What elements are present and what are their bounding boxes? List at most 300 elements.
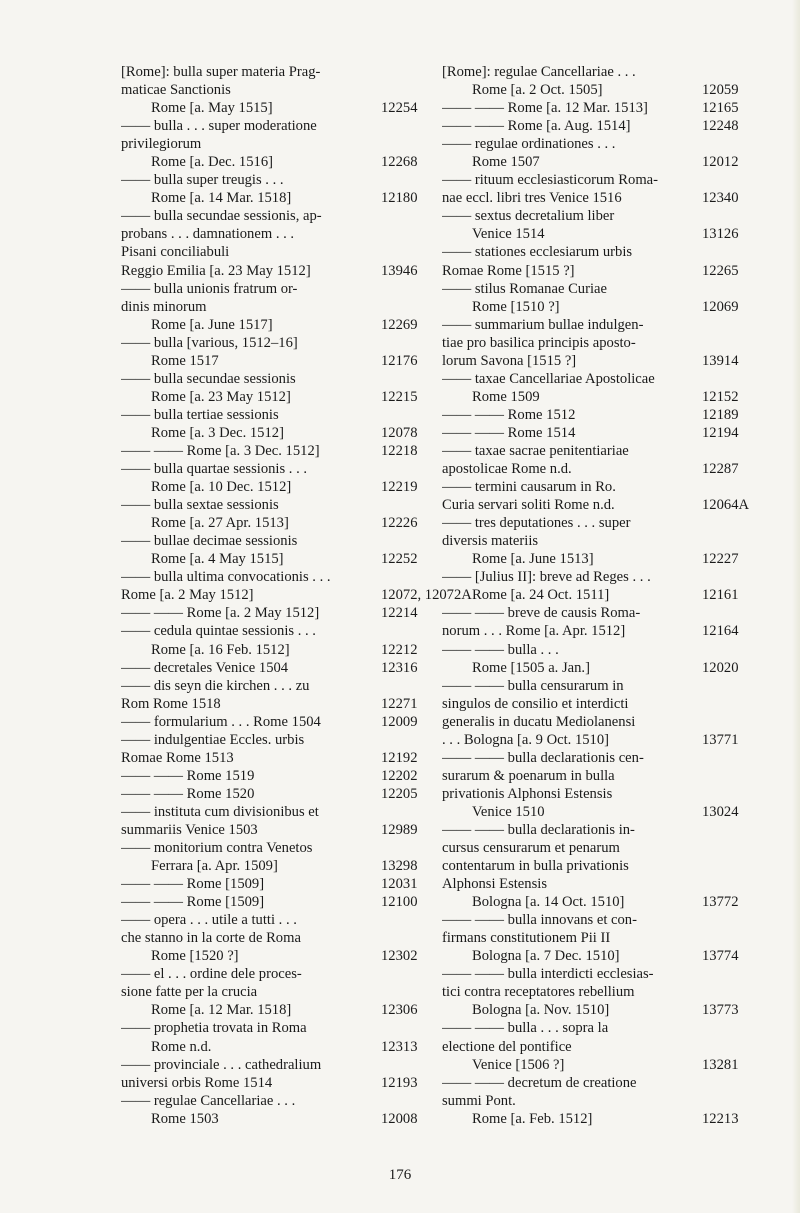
entry-number: 13771 — [702, 731, 739, 748]
entry-text: firmans constitutionem Pii II — [442, 930, 611, 947]
entry-number — [698, 1019, 762, 1037]
entry-line — [442, 947, 762, 965]
entry-text: . . . Bologna [a. 9 Oct. 1510] — [442, 731, 609, 748]
entry-number — [377, 929, 441, 947]
entry-line — [121, 911, 441, 929]
entry-line — [121, 153, 441, 171]
entry-text: —— regulae ordinationes . . . — [442, 136, 616, 153]
entry-number: 12189 — [702, 406, 739, 423]
entry-text: Romae Rome 1513 — [121, 749, 234, 766]
entry-line — [442, 857, 762, 875]
entry-text: Rome [1505 a. Jan.] — [472, 659, 590, 676]
entry-line — [121, 478, 441, 496]
entry-text: —— —— Rome 1512 — [442, 406, 576, 423]
entry-number — [377, 839, 441, 857]
entry-line — [121, 857, 441, 875]
entry-line — [442, 713, 762, 731]
entry-line — [121, 189, 441, 207]
entry-number: 12192 — [381, 749, 418, 766]
entry-line — [442, 262, 762, 280]
entry-line — [121, 460, 441, 478]
entry-line — [442, 1074, 762, 1092]
entry-text: tici contra receptatores rebellium — [442, 984, 635, 1001]
entry-number — [377, 460, 441, 478]
entry-line — [121, 352, 441, 370]
entry-line — [121, 135, 441, 153]
entry-number: 12031 — [381, 876, 418, 893]
entry-text: Rome [a. 24 Oct. 1511] — [472, 587, 610, 604]
entry-line — [442, 388, 762, 406]
entry-number: 13773 — [702, 1002, 739, 1019]
entry-text: —— bulla unionis fratrum or- — [121, 280, 298, 297]
entry-number — [377, 965, 441, 983]
entry-number: 12219 — [381, 479, 418, 496]
entry-line — [442, 875, 762, 893]
entry-text: privationis Alphonsi Estensis — [442, 785, 613, 802]
entry-number: 12020 — [702, 659, 739, 676]
entry-line — [442, 225, 762, 243]
entry-line — [121, 262, 441, 280]
entry-line — [442, 1001, 762, 1019]
entry-number — [377, 171, 441, 189]
entry-line — [442, 604, 762, 622]
entry-line — [442, 189, 762, 207]
entry-number — [698, 171, 762, 189]
entry-text: —— [Julius II]: breve ad Reges . . . — [442, 569, 651, 586]
entry-number — [377, 677, 441, 695]
entry-text: —— rituum ecclesiasticorum Roma- — [442, 172, 659, 189]
entry-line — [121, 496, 441, 514]
entry-line — [121, 785, 441, 803]
entry-line — [121, 803, 441, 821]
entry-line — [121, 81, 441, 99]
entry-text: —— instituta cum divisionibus et — [121, 803, 319, 820]
entry-number: 13774 — [702, 948, 739, 965]
entry-text: Rome [a. 12 Mar. 1518] — [151, 1002, 292, 1019]
entry-number — [377, 803, 441, 821]
entry-line — [121, 965, 441, 983]
entry-line — [442, 280, 762, 298]
entry-line — [442, 803, 762, 821]
entry-text: summariis Venice 1503 — [121, 821, 258, 838]
entry-number: 12193 — [381, 1074, 418, 1091]
entry-number — [698, 478, 762, 496]
entry-line — [442, 749, 762, 767]
entry-number — [698, 857, 762, 875]
entry-number — [698, 243, 762, 261]
entry-line — [121, 893, 441, 911]
entry-number: 13024 — [702, 803, 739, 820]
entry-number: 13298 — [381, 858, 418, 875]
entry-line — [121, 550, 441, 568]
entry-number — [698, 604, 762, 622]
entry-line — [121, 171, 441, 189]
entry-text: contentarum in bulla privationis — [442, 858, 629, 875]
entry-text: Venice 1514 — [472, 226, 545, 243]
entry-line — [442, 298, 762, 316]
entry-number — [377, 334, 441, 352]
entry-line — [442, 63, 762, 81]
entry-line — [121, 713, 441, 731]
entry-number — [377, 370, 441, 388]
entry-text: Rome [a. June 1513] — [472, 551, 594, 568]
right-column — [442, 63, 762, 1128]
entry-text: sione fatte per la crucia — [121, 984, 258, 1001]
page-number: 176 — [388, 1167, 412, 1183]
entry-number — [698, 1038, 762, 1056]
entry-line — [121, 1001, 441, 1019]
entry-text: Rome [a. 4 May 1515] — [151, 551, 284, 568]
entry-number — [377, 280, 441, 298]
entry-text: Rome [a. June 1517] — [151, 316, 273, 333]
entry-line — [442, 460, 762, 478]
entry-text: —— —— bulla declarationis in- — [442, 821, 635, 838]
entry-text: Venice 1510 — [472, 803, 545, 820]
entry-text: —— bulla ultima convocationis . . . — [121, 569, 331, 586]
entry-text: —— —— Rome [a. 12 Mar. 1513] — [442, 100, 648, 117]
entry-line — [442, 821, 762, 839]
entry-text: Pisani conciliabuli — [121, 244, 230, 261]
entry-number: 12316 — [381, 659, 418, 676]
entry-text: —— bulla secundae sessionis, ap- — [121, 208, 322, 225]
entry-line — [121, 117, 441, 135]
entry-number — [377, 63, 441, 81]
entry-line — [442, 911, 762, 929]
entry-text: —— indulgentiae Eccles. urbis — [121, 731, 305, 748]
entry-line — [442, 641, 762, 659]
entry-line — [121, 586, 472, 604]
entry-line — [121, 568, 441, 586]
entry-line — [442, 81, 762, 99]
entry-number: 12218 — [381, 442, 418, 459]
entry-text: —— —— decretum de creatione — [442, 1074, 637, 1091]
entry-number — [377, 532, 441, 550]
entry-line — [121, 316, 441, 334]
entry-line — [121, 207, 441, 225]
entry-text: Rome [a. Dec. 1516] — [151, 154, 273, 171]
entry-line — [121, 442, 441, 460]
entry-line — [121, 821, 441, 839]
entry-line — [121, 731, 441, 749]
entry-line — [121, 641, 441, 659]
entry-line — [442, 514, 762, 532]
entry-line — [442, 622, 762, 640]
entry-text: Ferrara [a. Apr. 1509] — [151, 858, 278, 875]
entry-number: 12072, 12072A — [381, 587, 472, 604]
entry-number — [698, 442, 762, 460]
entry-text: Rome [a. 3 Dec. 1512] — [151, 424, 284, 441]
entry-text: —— provinciale . . . cathedralium — [121, 1056, 322, 1073]
page-edge — [792, 0, 800, 1213]
entry-text: —— bulla secundae sessionis — [121, 370, 296, 387]
entry-line — [121, 1019, 441, 1037]
entry-text: Bologna [a. 7 Dec. 1510] — [472, 948, 620, 965]
entry-text: —— —— bulla declarationis cen- — [442, 749, 644, 766]
entry-number — [698, 875, 762, 893]
entry-line — [442, 243, 762, 261]
entry-text: —— sextus decretalium liber — [442, 208, 615, 225]
entry-line — [442, 550, 762, 568]
entry-number: 12287 — [702, 461, 739, 478]
entry-text: —— —— Rome 1520 — [121, 785, 255, 802]
entry-number: 12205 — [381, 785, 418, 802]
entry-line — [121, 659, 441, 677]
entry-line — [121, 947, 441, 965]
entry-line — [121, 63, 441, 81]
entry-number: 12009 — [381, 713, 418, 730]
entry-text: Alphonsi Estensis — [442, 876, 547, 893]
entry-line — [442, 568, 762, 586]
entry-line — [121, 1056, 441, 1074]
entry-text: —— termini causarum in Ro. — [442, 479, 616, 496]
entry-line — [121, 280, 441, 298]
entry-line — [442, 929, 762, 947]
entry-number — [698, 695, 762, 713]
entry-text: —— regulae Cancellariae . . . — [121, 1092, 296, 1109]
entry-number: 13914 — [702, 352, 739, 369]
entry-text: —— bulla quartae sessionis . . . — [121, 461, 308, 478]
entry-number — [377, 983, 441, 1001]
entry-line — [121, 298, 441, 316]
entry-text: —— bulla sextae sessionis — [121, 497, 279, 514]
entry-text: —— stationes ecclesiarum urbis — [442, 244, 633, 261]
entry-number — [377, 1019, 441, 1037]
entry-number: 12265 — [702, 262, 739, 279]
entry-number: 12100 — [381, 894, 418, 911]
entry-line — [442, 153, 762, 171]
entry-text: —— dis seyn die kirchen . . . zu — [121, 677, 310, 694]
entry-text: cursus censurarum et penarum — [442, 840, 620, 857]
entry-line — [121, 604, 441, 622]
entry-text: che stanno in la corte de Roma — [121, 930, 301, 947]
entry-text: —— —— bulla innovans et con- — [442, 912, 637, 929]
entry-number — [377, 911, 441, 929]
entry-line — [442, 334, 762, 352]
entry-line — [442, 1110, 762, 1128]
entry-number — [377, 243, 441, 261]
entry-number: 12176 — [381, 352, 418, 369]
entry-number: 12252 — [381, 551, 418, 568]
entry-line — [121, 1110, 441, 1128]
entry-number: 12152 — [702, 388, 739, 405]
entry-line — [121, 514, 441, 532]
entry-number — [377, 1092, 441, 1110]
entry-text: dinis minorum — [121, 298, 207, 315]
entry-line — [442, 424, 762, 442]
entry-text: —— —— bulla censurarum in — [442, 677, 624, 694]
entry-line — [442, 406, 762, 424]
entry-number — [698, 767, 762, 785]
entry-text: Rome [1510 ?] — [472, 298, 560, 315]
entry-number — [698, 514, 762, 532]
entry-text: electione del pontifice — [442, 1038, 572, 1055]
entry-text: diversis materiis — [442, 533, 539, 550]
entry-text: —— bulla . . . super moderatione — [121, 118, 317, 135]
entry-number — [377, 298, 441, 316]
entry-text: —— —— bulla . . . — [442, 641, 559, 658]
entry-number — [377, 225, 441, 243]
entry-text: lorum Savona [1515 ?] — [442, 352, 577, 369]
entry-line — [442, 1019, 762, 1037]
entry-number — [698, 641, 762, 659]
entry-line — [442, 1092, 762, 1110]
entry-number — [698, 334, 762, 352]
entry-text: privilegiorum — [121, 136, 202, 153]
entry-line — [121, 334, 441, 352]
entry-text: Rome 1517 — [151, 352, 219, 369]
entry-number: 12069 — [702, 298, 739, 315]
entry-text: apostolicae Rome n.d. — [442, 461, 572, 478]
entry-text: Curia servari soliti Rome n.d. — [442, 497, 615, 514]
entry-number — [698, 929, 762, 947]
entry-number: 12165 — [702, 100, 739, 117]
entry-text: Rome [a. 16 Feb. 1512] — [151, 641, 290, 658]
entry-line — [442, 117, 762, 135]
entry-line — [121, 767, 441, 785]
entry-line — [442, 99, 762, 117]
entry-line — [442, 767, 762, 785]
entry-number: 12989 — [381, 821, 418, 838]
entry-line — [442, 442, 762, 460]
entry-line — [442, 731, 762, 749]
entry-number — [698, 135, 762, 153]
entry-text: [Rome]: regulae Cancellariae . . . — [442, 64, 636, 80]
entry-line — [121, 749, 441, 767]
entry-number — [698, 839, 762, 857]
entry-number — [698, 911, 762, 929]
entry-text: norum . . . Rome [a. Apr. 1512] — [442, 623, 626, 640]
entry-line — [442, 839, 762, 857]
entry-text: —— monitorium contra Venetos — [121, 840, 313, 857]
entry-text: —— bulla [various, 1512–16] — [121, 334, 298, 351]
entry-text: —— bulla tertiae sessionis — [121, 406, 279, 423]
entry-number — [698, 207, 762, 225]
entry-text: Venice [1506 ?] — [472, 1056, 565, 1073]
entry-text: —— prophetia trovata in Roma — [121, 1020, 307, 1037]
entry-line — [121, 929, 441, 947]
entry-line — [121, 677, 441, 695]
entry-line — [442, 478, 762, 496]
entry-line — [121, 388, 441, 406]
entry-number: 13772 — [702, 894, 739, 911]
entry-number — [698, 1092, 762, 1110]
entry-text: singulos de consilio et interdicti — [442, 695, 629, 712]
entry-number — [377, 568, 441, 586]
entry-number — [377, 406, 441, 424]
entry-text: —— —— Rome [1509] — [121, 894, 265, 911]
entry-text: Rome [a. 27 Apr. 1513] — [151, 515, 289, 532]
entry-number: 12078 — [381, 424, 418, 441]
entry-text: Rome 1509 — [472, 388, 540, 405]
entry-text: nae eccl. libri tres Venice 1516 — [442, 190, 622, 207]
entry-text: —— opera . . . utile a tutti . . . — [121, 912, 297, 929]
entry-text: —— el . . . ordine dele proces- — [121, 966, 302, 983]
entry-number — [698, 677, 762, 695]
entry-number: 12161 — [702, 587, 739, 604]
entry-text: —— —— Rome [a. 2 May 1512] — [121, 605, 320, 622]
entry-text: —— —— breve de causis Roma- — [442, 605, 641, 622]
entry-line — [442, 496, 762, 514]
entry-line — [442, 316, 762, 334]
entry-text: —— stilus Romanae Curiae — [442, 280, 607, 297]
entry-number: 12248 — [702, 118, 739, 135]
entry-line — [442, 1038, 762, 1056]
entry-text: —— bullae decimae sessionis — [121, 533, 298, 550]
entry-number: 13281 — [702, 1056, 739, 1073]
entry-text: Reggio Emilia [a. 23 May 1512] — [121, 262, 311, 279]
entry-line — [442, 893, 762, 911]
entry-text: —— taxae Cancellariae Apostolicae — [442, 370, 655, 387]
entry-number — [698, 63, 762, 81]
entry-line — [121, 1038, 441, 1056]
entry-line — [442, 171, 762, 189]
entry-number: 12227 — [702, 551, 739, 568]
entry-line — [442, 370, 762, 388]
entry-text: Bologna [a. Nov. 1510] — [472, 1002, 610, 1019]
entry-number: 12213 — [702, 1110, 739, 1127]
entry-text: Bologna [a. 14 Oct. 1510] — [472, 894, 625, 911]
entry-number: 12269 — [381, 316, 418, 333]
entry-line — [121, 370, 441, 388]
entry-number: 12215 — [381, 388, 418, 405]
entry-line — [121, 424, 441, 442]
entry-number — [377, 207, 441, 225]
entry-number: 12313 — [381, 1038, 418, 1055]
entry-text: —— summarium bullae indulgen- — [442, 316, 644, 333]
entry-line — [121, 875, 441, 893]
entry-number: 12202 — [381, 767, 418, 784]
entry-number — [698, 821, 762, 839]
entry-line — [442, 586, 762, 604]
entry-text: Rome [a. 10 Dec. 1512] — [151, 479, 292, 496]
entry-number: 13946 — [381, 262, 418, 279]
entry-number — [377, 117, 441, 135]
entry-number — [698, 983, 762, 1001]
entry-text: —— —— Rome 1519 — [121, 767, 255, 784]
entry-text: —— bulla super treugis . . . — [121, 172, 284, 189]
entry-line — [121, 225, 441, 243]
entry-number: 12180 — [381, 190, 418, 207]
entry-number — [698, 568, 762, 586]
entry-text: Rome [a. 14 Mar. 1518] — [151, 190, 292, 207]
entry-line — [442, 785, 762, 803]
entry-number — [698, 316, 762, 334]
entry-line — [442, 965, 762, 983]
entry-text: Rome [a. 2 May 1512] — [121, 587, 254, 604]
entry-text: Rome n.d. — [151, 1038, 212, 1055]
entry-text: —— —— bulla . . . sopra la — [442, 1020, 609, 1037]
entry-text: maticae Sanctionis — [121, 82, 231, 99]
entry-line — [121, 1074, 441, 1092]
entry-number: 12064A — [702, 497, 750, 514]
entry-number — [377, 496, 441, 514]
entry-number: 12008 — [381, 1110, 418, 1127]
entry-text: tiae pro basilica principis aposto- — [442, 334, 636, 351]
entry-text: generalis in ducatu Mediolanensi — [442, 713, 636, 730]
entry-text: —— cedula quintae sessionis . . . — [121, 623, 316, 640]
entry-number: 12302 — [381, 948, 418, 965]
entry-line — [442, 1056, 762, 1074]
entry-number: 12226 — [381, 515, 418, 532]
entry-number — [698, 532, 762, 550]
entry-text: Rome [a. 2 Oct. 1505] — [472, 82, 603, 99]
entry-text: —— —— Rome [a. 3 Dec. 1512] — [121, 442, 320, 459]
entry-number — [698, 713, 762, 731]
entry-line — [121, 99, 441, 117]
entry-line — [442, 983, 762, 1001]
entry-text: Rome [a. Feb. 1512] — [472, 1110, 593, 1127]
entry-number — [698, 1074, 762, 1092]
